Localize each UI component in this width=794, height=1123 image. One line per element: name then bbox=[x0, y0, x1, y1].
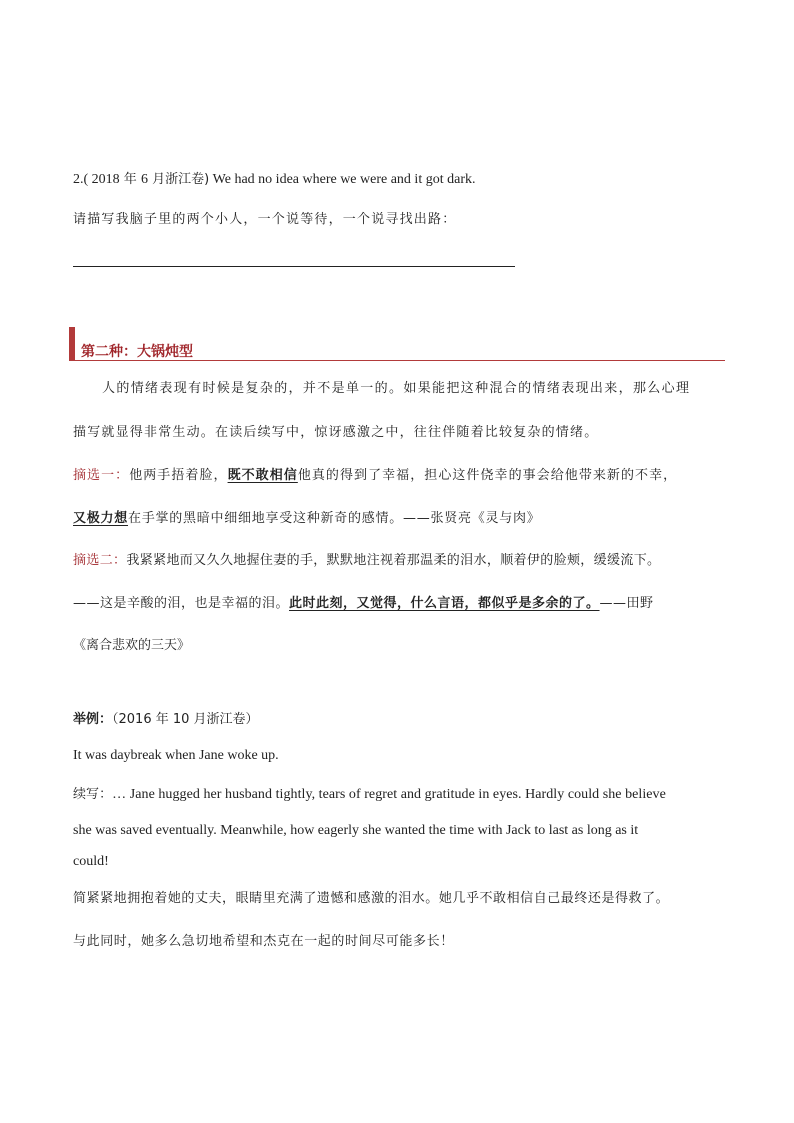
q2-prompt: 请描写我脑子里的两个小人，一个说等待，一个说寻找出路： bbox=[73, 212, 457, 227]
excerpt-1-text-b: 他真的得到了幸福，担心这件侥幸的事会给他带来新的不幸， bbox=[297, 468, 678, 483]
excerpt-1-text-a: 他两手捂着脸， bbox=[129, 468, 228, 483]
excerpt-2-line-3: 《离合悲欢的三天》 bbox=[73, 638, 191, 653]
example-source: （2016 年 10 月浙江卷） bbox=[112, 712, 259, 727]
excerpt-2-emphasis: 此时此刻，又觉得，什么言语，都似乎是多余的了。 bbox=[289, 596, 600, 611]
excerpt-2-author: ——田野 bbox=[599, 596, 654, 611]
q2-year: 2018 bbox=[88, 172, 120, 187]
intro-line-1: 人的情绪表现有时候是复杂的，并不是单一的。如果能把这种混合的情绪表现出来，那么心理 bbox=[102, 381, 691, 396]
excerpt-2-label: 摘选二： bbox=[73, 553, 127, 568]
section-divider bbox=[75, 360, 725, 361]
section-title: 第二种：大锅炖型 bbox=[81, 344, 193, 360]
example-heading bbox=[73, 711, 259, 729]
q2-year-char: 年 bbox=[119, 172, 141, 187]
q2-number: 2.( bbox=[73, 172, 89, 187]
answer-blank-line[interactable] bbox=[73, 266, 515, 267]
example-label: 举例： bbox=[73, 712, 113, 727]
q2-month: 6 bbox=[140, 172, 148, 187]
q2-english-sentence: We had no idea where we were and it got dark. bbox=[209, 172, 476, 187]
excerpt-1-label: 摘选一： bbox=[73, 468, 130, 483]
example-english-prompt: It was daybreak when Jane woke up. bbox=[73, 748, 279, 763]
continuation-line-1 bbox=[73, 786, 666, 804]
excerpt-2-text-a: 我紧紧地而又久久地握住妻的手，默默地注视着那温柔的泪水，顺着伊的脸颊，缓缓流下。 bbox=[126, 553, 661, 568]
continuation-text-1: … Jane hugged her husband tightly, tears of regret and gratitude in eyes. Hardly could she believe bbox=[112, 787, 666, 802]
excerpt-2-line-2 bbox=[73, 595, 654, 613]
excerpt-2-text-b: ——这是辛酸的泪，也是幸福的泪。 bbox=[73, 596, 290, 611]
continuation-line-2: she was saved eventually. Meanwhile, how eagerly she wanted the time with Jack to last as long as it bbox=[73, 823, 639, 838]
excerpt-1-line-1 bbox=[73, 467, 677, 485]
continuation-label: 续写： bbox=[73, 787, 113, 802]
q2-source: 月浙江卷) bbox=[147, 172, 210, 187]
translation-line-2: 与此同时，她多么急切地希望和杰克在一起的时间尽可能多长！ bbox=[73, 934, 454, 949]
translation-line-1: 简紧紧地拥抱着她的丈夫，眼睛里充满了遗憾和感激的泪水。她几乎不敢相信自己最终还是得救了。 bbox=[73, 891, 670, 906]
excerpt-1-text-c: 在手掌的黑暗中细细地享受这种新奇的感情。——张贤亮《灵与肉》 bbox=[128, 511, 541, 526]
excerpt-1-emphasis-b: 又极力想 bbox=[73, 511, 129, 526]
intro-line-2: 描写就显得非常生动。在读后续写中，惊讶感激之中，往往伴随着比较复杂的情绪。 bbox=[73, 425, 599, 440]
section-marker-bar bbox=[69, 327, 75, 361]
q2-heading bbox=[73, 171, 475, 189]
excerpt-1-emphasis-a: 既不敢相信 bbox=[227, 468, 298, 483]
excerpt-1-line-2 bbox=[73, 510, 541, 528]
continuation-line-3: could! bbox=[73, 854, 109, 869]
excerpt-2-line-1 bbox=[73, 552, 660, 570]
